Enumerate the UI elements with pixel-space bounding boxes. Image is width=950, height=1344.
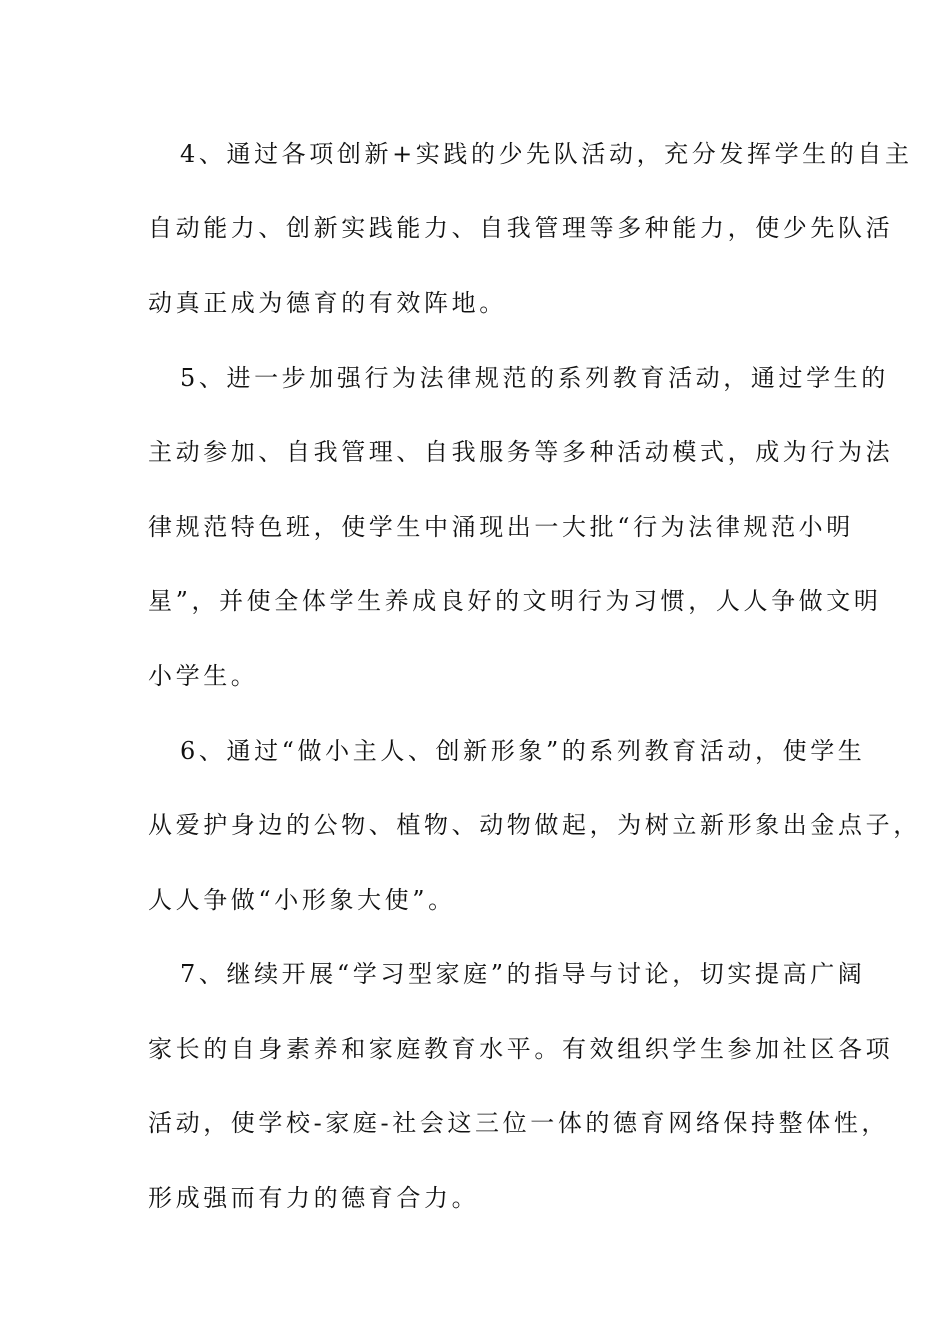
item-6-line-1: 6、通过“做小主人、创新形象”的系列教育活动，使学生 (180, 737, 866, 765)
item-4-line-2: 自动能力、创新实践能力、自我管理等多种能力，使少先队活 (148, 214, 894, 242)
item-5-line-1: 5、进一步加强行为法律规范的系列教育活动，通过学生的 (180, 364, 889, 392)
item-6-line-2: 从爱护身边的公物、植物、动物做起，为树立新形象出金点子， (148, 811, 921, 839)
item-7-line-1: 7、继续开展“学习型家庭”的指导与讨论，切实提高广阔 (180, 960, 866, 988)
item-5-line-4: 星”，并使全体学生养成良好的文明行为习惯，人人争做文明 (148, 587, 882, 615)
item-7-line-4: 形成强而有力的德育合力。 (148, 1184, 480, 1212)
item-5-line-2: 主动参加、自我管理、自我服务等多种活动模式，成为行为法 (148, 438, 894, 466)
item-7-line-3: 活动，使学校-家庭-社会这三位一体的德育网络保持整体性， (148, 1109, 890, 1137)
item-5-line-5: 小学生。 (148, 662, 259, 690)
item-6-line-3: 人人争做“小形象大使”。 (148, 886, 456, 914)
item-7-line-2: 家长的自身素养和家庭教育水平。有效组织学生参加社区各项 (148, 1035, 894, 1063)
item-4-line-1: 4、通过各项创新+实践的少先队活动，充分发挥学生的自主 (180, 140, 913, 168)
item-5-line-3: 律规范特色班，使学生中涌现出一大批“行为法律规范小明 (148, 513, 854, 541)
item-4-line-3: 动真正成为德育的有效阵地。 (148, 289, 507, 317)
